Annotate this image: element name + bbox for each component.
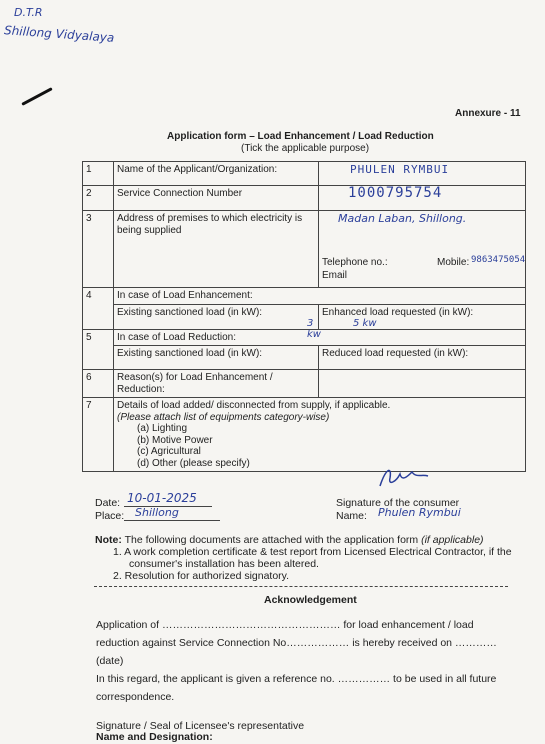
ack-line: correspondence. — [96, 691, 175, 703]
address-cell — [319, 211, 526, 288]
details-item: (a) Lighting — [137, 423, 188, 434]
consumer-name-label: Name: — [336, 510, 367, 522]
reduction-header: In case of Load Reduction: — [114, 329, 526, 346]
note-intro-italic: (if applicable) — [421, 534, 484, 546]
applicant-name-value: PHULEN RYMBUI — [350, 163, 450, 176]
ack-line: Application of …………………………………………… for load enhancement / load — [96, 619, 474, 631]
place-label: Place: — [95, 510, 125, 522]
corner-note-line2: Shillong Vidyalaya — [3, 23, 115, 45]
row-number: 4 — [83, 288, 114, 330]
telephone-label: Telephone no.: — [322, 257, 388, 268]
note-item: consumer's installation has been altered. — [129, 558, 319, 570]
details-item: (b) Motive Power — [137, 434, 213, 446]
consumer-name-value: Phulen Rymbui — [378, 506, 461, 519]
pen-mark — [21, 87, 52, 106]
consumer-signature-graphic — [372, 464, 432, 492]
date-value: 10-01-2025 — [127, 491, 197, 505]
row-number: 5 — [83, 329, 114, 370]
ack-line: In this regard, the applicant is given a reference no. …………… to be used in all future — [96, 673, 497, 685]
service-connection-cell — [319, 186, 526, 211]
ack-title: Acknowledgement — [264, 594, 357, 606]
details-note: (Please attach list of equipments category-wise) — [117, 411, 330, 423]
note-item: 1. A work completion certificate & test report from Licensed Electrical Contractor, if the — [113, 546, 512, 558]
details-cell — [114, 398, 526, 472]
row-number: 3 — [83, 211, 114, 288]
applicant-name-cell — [319, 162, 526, 186]
mobile-value: 9863475054 — [471, 255, 526, 265]
date-label: Date: — [95, 497, 121, 509]
ack-line: reduction against Service Connection No……………… is hereby received on ………… — [96, 637, 497, 649]
annexure-label: Annexure - 11 — [455, 108, 521, 119]
consumer-signature-label: Signature of the consumer — [336, 497, 460, 509]
service-connection-value: 1000795754 — [348, 185, 443, 201]
note-label: Note: — [95, 534, 122, 546]
note-intro-text: The following documents are attached with the application form — [124, 534, 422, 546]
row-number: 1 — [83, 162, 114, 186]
service-connection-label: Service Connection Number — [114, 186, 319, 211]
corner-note-line1: D.T.R — [14, 6, 43, 19]
details-item: (d) Other (please specify) — [137, 457, 250, 469]
red-requested-label: Reduced load requested (in kW): — [319, 346, 526, 370]
ack-line: (date) — [96, 655, 124, 667]
form-subtitle: (Tick the applicable purpose) — [241, 143, 370, 154]
details-item: (c) Agricultural — [137, 446, 201, 457]
mobile-label: Mobile: — [437, 257, 470, 268]
address-label: Address of premises to which electricity is being supplied — [114, 211, 319, 288]
ack-signature-label: Signature / Seal of Licensee's representative — [96, 720, 305, 732]
enh-requested-label: Enhanced load requested (in kW): — [322, 306, 474, 318]
reason-value-cell — [319, 370, 526, 398]
red-existing-label: Existing sanctioned load (in kW): — [114, 346, 319, 370]
enh-requested-value: 5 kw — [353, 317, 377, 329]
details-label: Details of load added/ disconnected from supply, if applicable. — [117, 400, 391, 411]
enh-existing-label: Existing sanctioned load (in kW): — [117, 306, 263, 318]
application-table — [82, 161, 526, 472]
row-number: 6 — [83, 370, 114, 398]
applicant-name-label: Name of the Applicant/Organization: — [114, 162, 319, 186]
note-item: 2. Resolution for authorized signatory. — [113, 570, 290, 582]
email-label: Email — [322, 270, 348, 281]
note-intro — [95, 534, 484, 546]
row-number: 7 — [83, 398, 114, 472]
enh-requested-cell — [319, 304, 526, 329]
form-title: Application form – Load Enhancement / Load Reduction — [167, 131, 434, 142]
place-underline — [124, 520, 220, 521]
address-value: Madan Laban, Shillong. — [338, 212, 467, 225]
enhancement-header: In case of Load Enhancement: — [114, 288, 526, 305]
dashed-divider — [94, 586, 508, 587]
ack-name-label: Name and Designation: — [96, 731, 213, 743]
row-number: 2 — [83, 186, 114, 211]
reason-label: Reason(s) for Load Enhancement / Reduction: — [114, 370, 319, 398]
enh-existing-value: 3 kw — [307, 317, 321, 340]
place-value: Shillong — [135, 506, 179, 519]
